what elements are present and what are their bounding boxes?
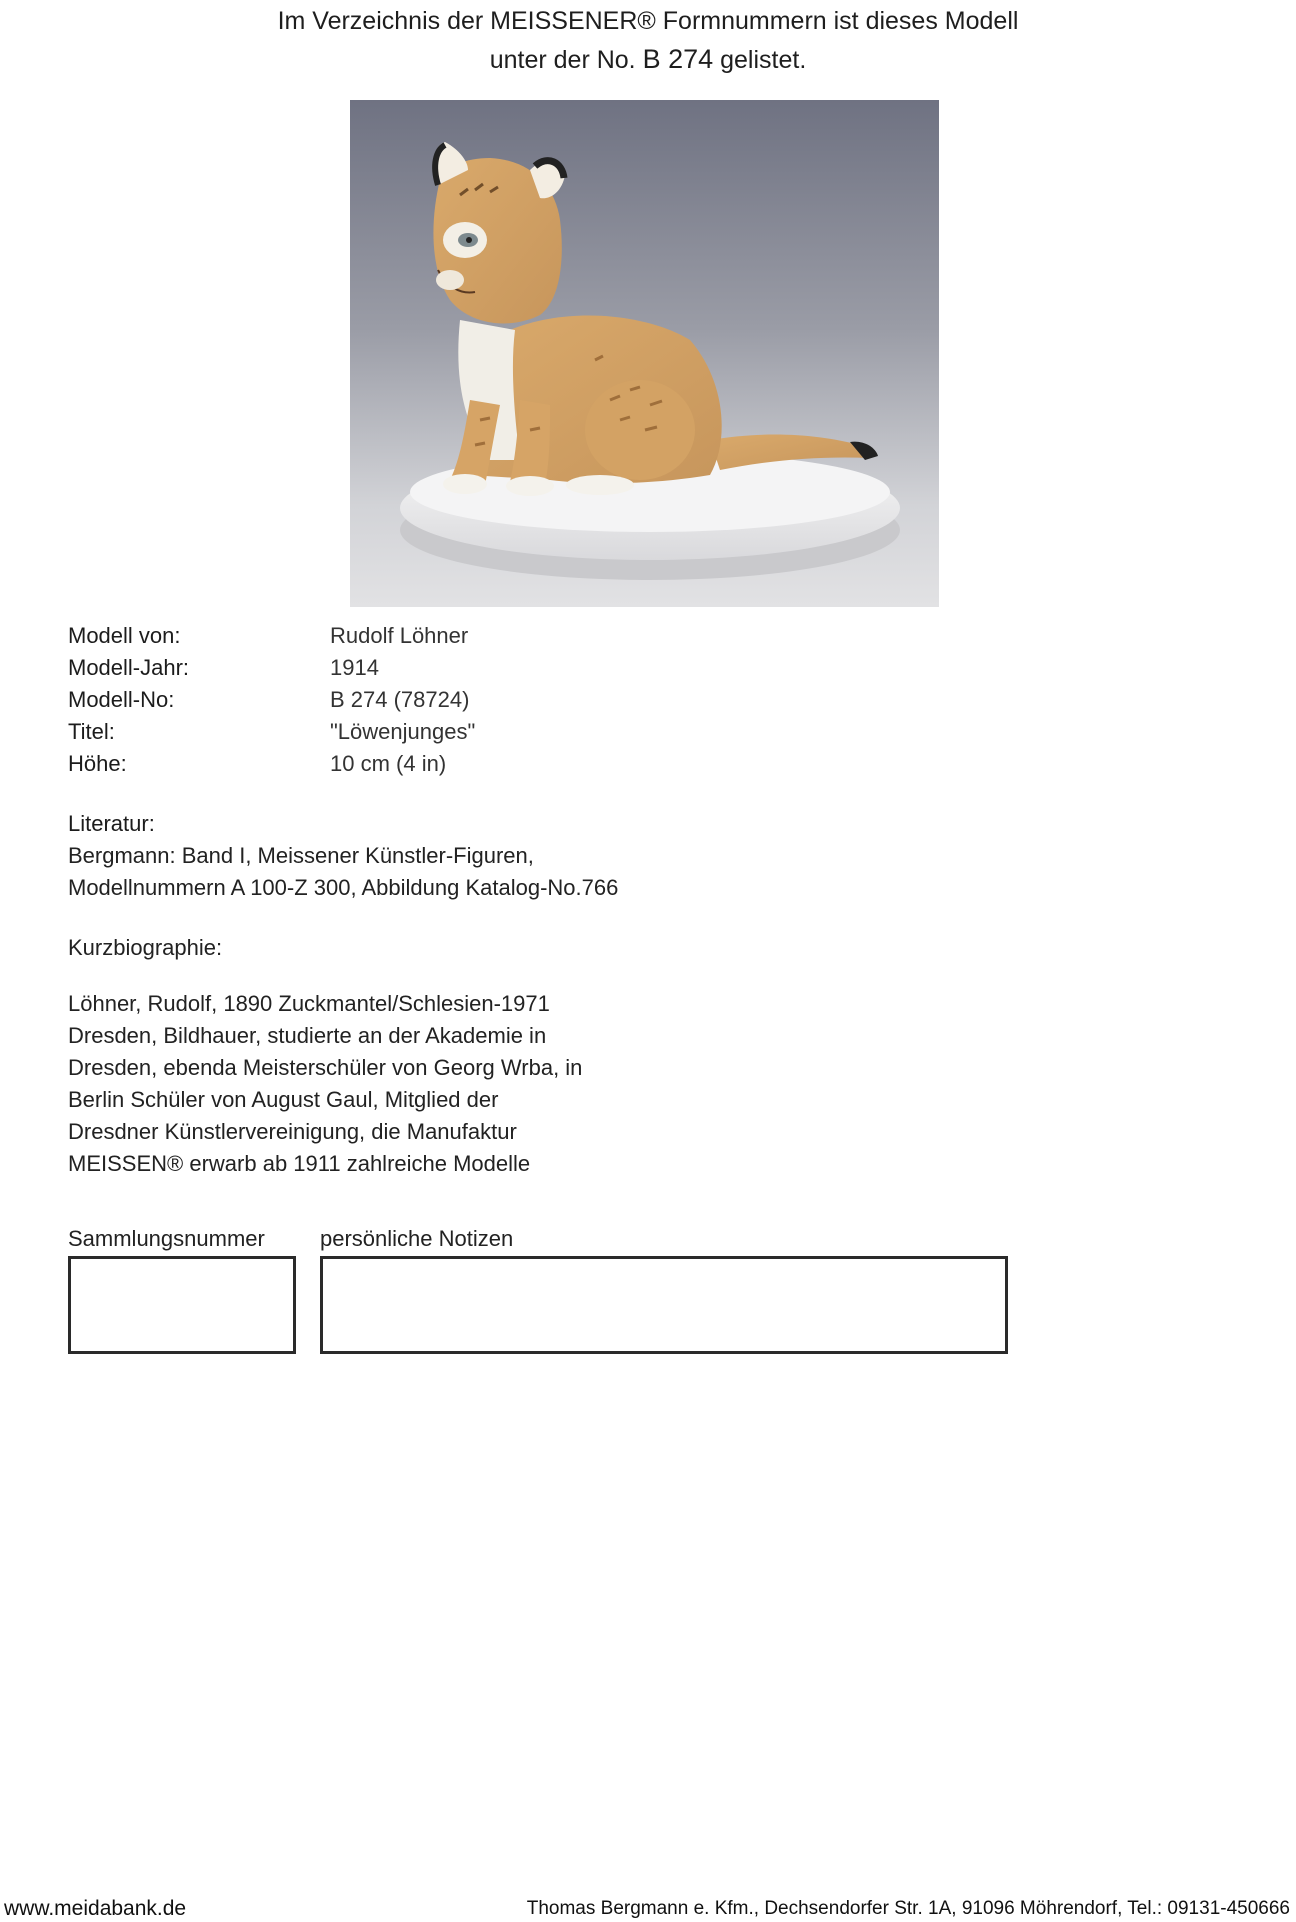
biography-line: Löhner, Rudolf, 1890 Zuckmantel/Schlesien-1971 — [68, 991, 550, 1016]
biography-line: Dresdner Künstlervereinigung, die Manufaktur — [68, 1119, 517, 1144]
detail-value: 1914 — [330, 655, 379, 680]
biography-line: Berlin Schüler von August Gaul, Mitglied der — [68, 1087, 499, 1112]
literature-section — [68, 808, 618, 904]
detail-row-title — [68, 716, 768, 748]
detail-row-height — [68, 748, 768, 780]
header-model-number: B 274 — [642, 44, 714, 74]
literature-label: Literatur: — [68, 811, 155, 836]
literature-line-1: Bergmann: Band I, Meissener Künstler-Figuren, — [68, 843, 534, 868]
literature-line-2: Modellnummern A 100-Z 300, Abbildung Katalog-No.766 — [68, 875, 619, 900]
detail-label: Höhe: — [68, 751, 127, 776]
detail-label: Modell von: — [68, 623, 181, 648]
biography-text — [68, 988, 582, 1180]
detail-value: "Löwenjunges" — [330, 719, 476, 744]
detail-label: Modell-No: — [68, 687, 175, 712]
header-line-1: Im Verzeichnis der MEISSENER® Formnummern ist dieses Modell — [277, 7, 1019, 35]
biography-line: MEISSEN® erwarb ab 1911 zahlreiche Modelle — [68, 1151, 531, 1176]
header-line-2 — [0, 40, 1296, 79]
footer-address: Thomas Bergmann e. Kfm., Dechsendorfer Str. 1A, 91096 Möhrendorf, Tel.: 09131-450666 — [526, 1898, 1290, 1919]
detail-row-author — [68, 620, 768, 652]
collection-number-label: Sammlungsnummer — [68, 1226, 265, 1251]
detail-row-model-no — [68, 684, 768, 716]
product-photo — [350, 100, 939, 607]
collection-number-field[interactable] — [68, 1256, 296, 1354]
detail-value: Rudolf Löhner — [330, 623, 469, 648]
biography-line: Dresden, Bildhauer, studierte an der Akademie in — [68, 1023, 547, 1048]
lion-cub-figurine-image — [350, 100, 939, 607]
footer-website[interactable]: www.meidabank.de — [4, 1897, 187, 1920]
header-suffix: gelistet. — [720, 46, 807, 74]
biography-label: Kurzbiographie: — [68, 935, 223, 960]
header-prefix: unter der No. — [489, 46, 636, 74]
detail-label: Modell-Jahr: — [68, 655, 190, 680]
biography-line: Dresden, ebenda Meisterschüler von Georg Wrba, in — [68, 1055, 583, 1080]
detail-label: Titel: — [68, 719, 115, 744]
notes-label: persönliche Notizen — [320, 1226, 514, 1251]
detail-value: 10 cm (4 in) — [330, 751, 447, 776]
notes-field[interactable] — [320, 1256, 1008, 1354]
detail-row-year — [68, 652, 768, 684]
detail-value: B 274 (78724) — [330, 687, 470, 712]
